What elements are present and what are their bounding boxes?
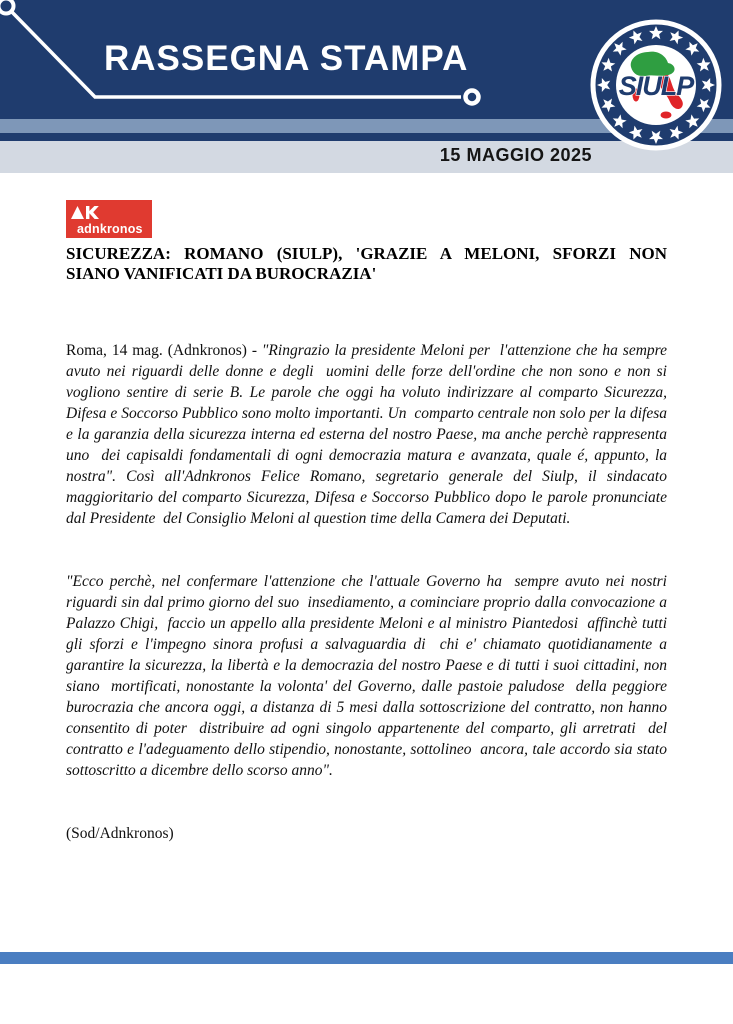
footer-stripe xyxy=(0,952,733,964)
signoff: (Sod/Adnkronos) xyxy=(66,825,174,842)
page-title: RASSEGNA STAMPA xyxy=(104,39,469,78)
quote-paragraph-1: "Ringrazio la presidente Meloni per l'attenzione che ha sempre avuto nei riguardi delle donne e degli uomini delle forze dell'ordine che non sono e non si vogliono sentire di serie B. Le parole che oggi ha voluto indirizzare al comparto Sicurezza, Difesa e Soccorso Pubblico sono molto importanti. Un comparto centrale non solo per la difesa e la garanzia della sicurezza interna ed esterna del nostro Paese, ma anche perchè rappresenta uno dei capisaldi fondamentali di ogni democrazia matura e avanzata, quale é, appunto, la nostra". Così all'Adnkronos Felice Romano, segretario generale del Siulp, il sindacato maggioritario del comparto Sicurezza, Difesa e Soccorso Pubblico dopo le parole pronunciate dal Presidente del Consiglio Meloni al question time della Camera dei Deputati. xyxy=(66,342,671,527)
siulp-logo xyxy=(586,15,726,155)
adnkronos-logo xyxy=(66,200,152,238)
headline-line-2: SIANO VANIFICATI DA BUROCRAZIA' xyxy=(66,264,377,283)
quote-paragraph-2: "Ecco perchè, nel confermare l'attenzione che l'attuale Governo ha sempre avuto nei nostri riguardi sin dal primo giorno del suo insediamento, a cominciare proprio dalla convocazione a Palazzo Chigi, faccio un appello alla presidente Meloni e al ministro Piantedosi affinchè tutti gli sforzi e l'impegno sinora profusi a salvaguardia di chi e' chiamato quotidianamente a garantire la sicurezza, la libertà e la democrazia del nostro Paese e di tutti i suoi cittadini, non siano mortificati, nonostante la volonta' del Governo, dalle pastoie paludose della peggiore burocrazia che ancora oggi, a distanza di 5 mesi dalla sottoscrizione del contratto, non hanno consentito di poter distribuire ad ogni singolo appartenente del comparto, gli arretrati del contratto e l'adeguamento dello stipendio, nonostante, sottolineo ancora, tale accordo sia stato sottoscritto a dicembre dello scorso anno". xyxy=(66,573,671,779)
adnkronos-wordmark: adnkronos xyxy=(77,221,143,236)
adnkronos-monogram-icon xyxy=(71,204,101,221)
paragraph-1 xyxy=(66,340,671,529)
headline-line-1: SICUREZZA: ROMANO (SIULP), 'GRAZIE A MELONI, SFORZI NON xyxy=(66,244,667,263)
siulp-logo-text: SIULP xyxy=(618,71,694,101)
date-label: 15 MAGGIO 2025 xyxy=(439,145,592,165)
article-headline xyxy=(66,244,667,284)
article-body xyxy=(66,298,671,886)
article xyxy=(66,200,671,886)
dateline: Roma, 14 mag. (Adnkronos) - xyxy=(66,342,262,359)
